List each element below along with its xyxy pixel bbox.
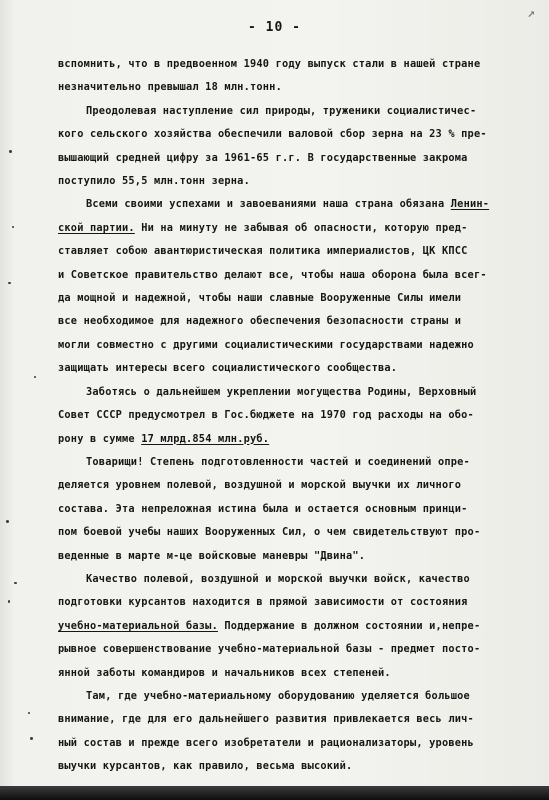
underlined-text: Ленин- (450, 198, 490, 211)
line-text: рону в сумме (58, 432, 142, 445)
text-line (58, 568, 536, 591)
text-line (58, 521, 536, 544)
line-text: Там, где учебно-материальному оборудованию уделяется большое (86, 689, 470, 702)
text-line (58, 240, 536, 263)
line-text: вышающий средней цифру за 1961-65 г.г. В государственные закрома (58, 151, 468, 164)
text-line (58, 638, 536, 661)
line-text: пом боевой учебы наших Вооруженных Сил, о чем свидетельствуют про- (58, 526, 481, 539)
text-line (58, 170, 536, 193)
text-line (58, 123, 536, 146)
scan-speck (12, 226, 14, 228)
line-text: Всеми своими успехами и завоеваниями наша страна обязана (86, 198, 451, 211)
text-line (58, 357, 536, 380)
document-body (58, 53, 536, 779)
line-text: янной заботы командиров и начальников всех степеней. (58, 666, 391, 679)
line-text: ный состав и прежде всего изобретатели и рационализаторы, уровень (58, 736, 474, 749)
line-text: деляется уровнем полевой, воздушной и морской выучки их личного (58, 479, 462, 492)
text-line (58, 615, 536, 638)
line-text: поступило 55,5 млн.тонн зерна. (58, 175, 250, 188)
text-line (58, 591, 536, 614)
text-line (58, 708, 536, 731)
text-line (58, 428, 536, 451)
scan-speck (9, 150, 12, 153)
text-line (58, 755, 536, 778)
line-text: Товарищи! Степень подготовленности частей и соединений опре- (86, 455, 470, 468)
text-line (58, 451, 536, 474)
line-text: Совет СССР предусмотрел в Гос.бюджете на 1970 год расходы на обо- (58, 409, 474, 422)
text-line (58, 217, 536, 240)
scan-speck (8, 282, 11, 284)
scan-speck (30, 737, 33, 740)
text-line (58, 732, 536, 755)
line-text: состава. Эта непреложная истина была и остается основным принци- (58, 502, 468, 515)
line-text: Заботясь о дальнейшем укреплении могущества Родины, Верховный (86, 385, 477, 398)
text-line (58, 498, 536, 521)
text-line (58, 147, 536, 170)
line-text: подготовки курсантов находится в прямой зависимости от состояния (58, 596, 468, 609)
line-text: вспомнить, что в предвоенном 1940 году выпуск стали в нашей стране (58, 58, 481, 70)
text-line (58, 662, 536, 685)
scan-bottom-edge (0, 786, 549, 800)
line-text: незначительно превышал 18 млн.тонн. (58, 81, 282, 94)
text-line (58, 474, 536, 497)
line-text: Качество полевой, воздушной и морской выучки войск, качество (86, 572, 470, 585)
line-text: кого сельского хозяйства обеспечили валовой сбор зерна на 23 % пре- (58, 128, 487, 141)
underlined-text: учебно-материальной базы. (58, 619, 218, 632)
line-text: веденные в марте м-це войсковые маневры "Двина". (58, 549, 366, 562)
scan-speck (28, 712, 30, 714)
page-number: - 10 - (248, 20, 301, 35)
underlined-text: 17 млрд.854 млн.руб. (141, 432, 270, 445)
scan-speck (6, 520, 9, 523)
line-text: Ни на минуту не забывая об опасности, которую пред- (134, 221, 468, 234)
underlined-text: ской партии. (58, 221, 135, 234)
corner-mark: ↗ (527, 6, 535, 21)
line-text: да мощной и надежной, чтобы наши славные Вооруженные Силы имели (58, 292, 462, 305)
line-text: внимание, где для его дальнейшего развития привлекается весь лич- (58, 713, 474, 726)
text-line (58, 53, 536, 76)
text-line (58, 76, 536, 99)
line-text: защищать интересы всего социалистического сообщества. (58, 362, 398, 375)
line-text: и Советское правительство делают все, чтобы наша оборона была всег- (58, 268, 487, 281)
scan-speck (34, 376, 36, 378)
line-text: выучки курсантов, как правило, весьма высокий. (58, 760, 353, 773)
text-line (58, 287, 536, 310)
text-line (58, 404, 536, 427)
text-line (58, 334, 536, 357)
line-text: рывное совершенствование учебно-материальной базы - предмет посто- (58, 643, 481, 656)
line-text: все необходимое для надежного обеспечения безопасности страны и (58, 315, 462, 328)
line-text: могли совместно с другими социалистическими государствами надежно (58, 338, 474, 351)
scan-speck (8, 600, 10, 603)
text-line (58, 264, 536, 287)
text-line (58, 193, 536, 216)
text-line (58, 685, 536, 708)
scan-speck (14, 582, 17, 584)
text-line (58, 100, 536, 123)
line-text: Преодолевая наступление сил природы, труженики социалистичес- (86, 104, 477, 117)
text-line (58, 381, 536, 404)
text-line (58, 310, 536, 333)
text-line (58, 545, 536, 568)
line-text: ставляет собою авантюристическая политика империалистов, ЦК КПСС (58, 245, 468, 258)
line-text: Поддержание в должном состоянии и,непре- (217, 619, 481, 632)
